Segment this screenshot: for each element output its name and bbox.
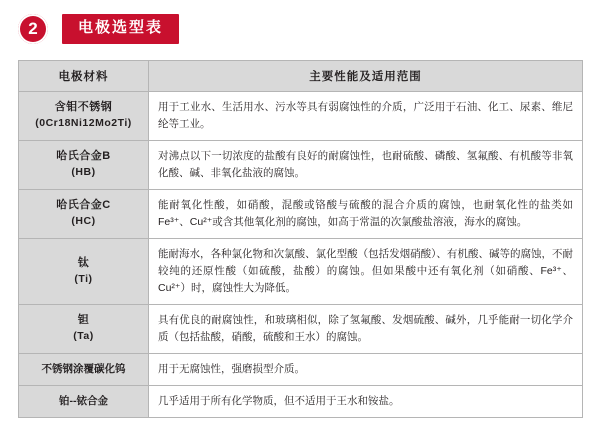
table-header-row <box>19 61 583 92</box>
cell-material: 不锈钢涂覆碳化钨 <box>19 354 149 386</box>
document-header <box>18 12 582 46</box>
material-name: 含钼不锈钢 <box>54 101 113 114</box>
table-row <box>19 190 583 239</box>
material-code: (HC) <box>71 215 96 228</box>
section-number-badge: 2 <box>18 14 48 44</box>
electrode-selection-table <box>18 60 583 418</box>
material-code: (Ti) <box>74 272 93 285</box>
column-header-material: 电极材料 <box>19 61 149 92</box>
cell-description: 能耐氧化性酸，如硝酸，混酸或铬酸与硫酸的混合介质的腐蚀，也耐氧化性的盐类如Fe³⁺、Cu²⁺或含其他氧化剂的腐蚀，如高于常温的次氯酸盐溶液，海水的腐蚀。 <box>149 190 583 239</box>
table-body <box>19 92 583 418</box>
cell-description: 几乎适用于所有化学物质，但不适用于王水和铵盐。 <box>149 386 583 418</box>
cell-material <box>19 239 149 305</box>
material-name: 钽 <box>77 314 90 327</box>
cell-material: 铂--铱合金 <box>19 386 149 418</box>
table-row <box>19 141 583 190</box>
material-code: (HB) <box>71 166 96 179</box>
cell-description: 具有优良的耐腐蚀性，和玻璃相似，除了氢氟酸、发烟硫酸、碱外，几乎能耐一切化学介质（包括盐酸，硝酸，硫酸和王水）的腐蚀。 <box>149 305 583 354</box>
cell-material <box>19 141 149 190</box>
cell-material <box>19 305 149 354</box>
table-row <box>19 354 583 386</box>
material-code: (0Cr18Ni12Mo2Ti) <box>35 117 132 130</box>
column-header-description: 主要性能及适用范围 <box>149 61 583 92</box>
cell-description: 用于工业水、生活用水、污水等具有弱腐蚀性的介质，广泛用于石油、化工、尿素、维尼纶等工业。 <box>149 92 583 141</box>
table-row <box>19 239 583 305</box>
material-name: 钛 <box>77 256 90 269</box>
cell-description: 能耐海水，各种氯化物和次氯酸、氯化型酸（包括发烟硝酸）、有机酸、碱等的腐蚀，不耐较纯的还原性酸（如硫酸，盐酸）的腐蚀。但如果酸中还有氧化剂（如硝酸、Fe³⁺、Cu²⁺）时，腐蚀性大为降低。 <box>149 239 583 305</box>
table-row <box>19 386 583 418</box>
cell-description: 对沸点以下一切浓度的盐酸有良好的耐腐蚀性，也耐硫酸、磷酸、氢氟酸、有机酸等非氧化酸、碱、非氧化盐液的腐蚀。 <box>149 141 583 190</box>
page-title: 电极选型表 <box>62 14 179 44</box>
cell-material <box>19 190 149 239</box>
cell-description: 用于无腐蚀性，强磨损型介质。 <box>149 354 583 386</box>
material-name: 哈氏合金C <box>56 199 111 212</box>
table-row <box>19 305 583 354</box>
material-code: (Ta) <box>73 330 94 343</box>
table-row <box>19 92 583 141</box>
material-name: 哈氏合金B <box>56 150 111 163</box>
cell-material <box>19 92 149 141</box>
